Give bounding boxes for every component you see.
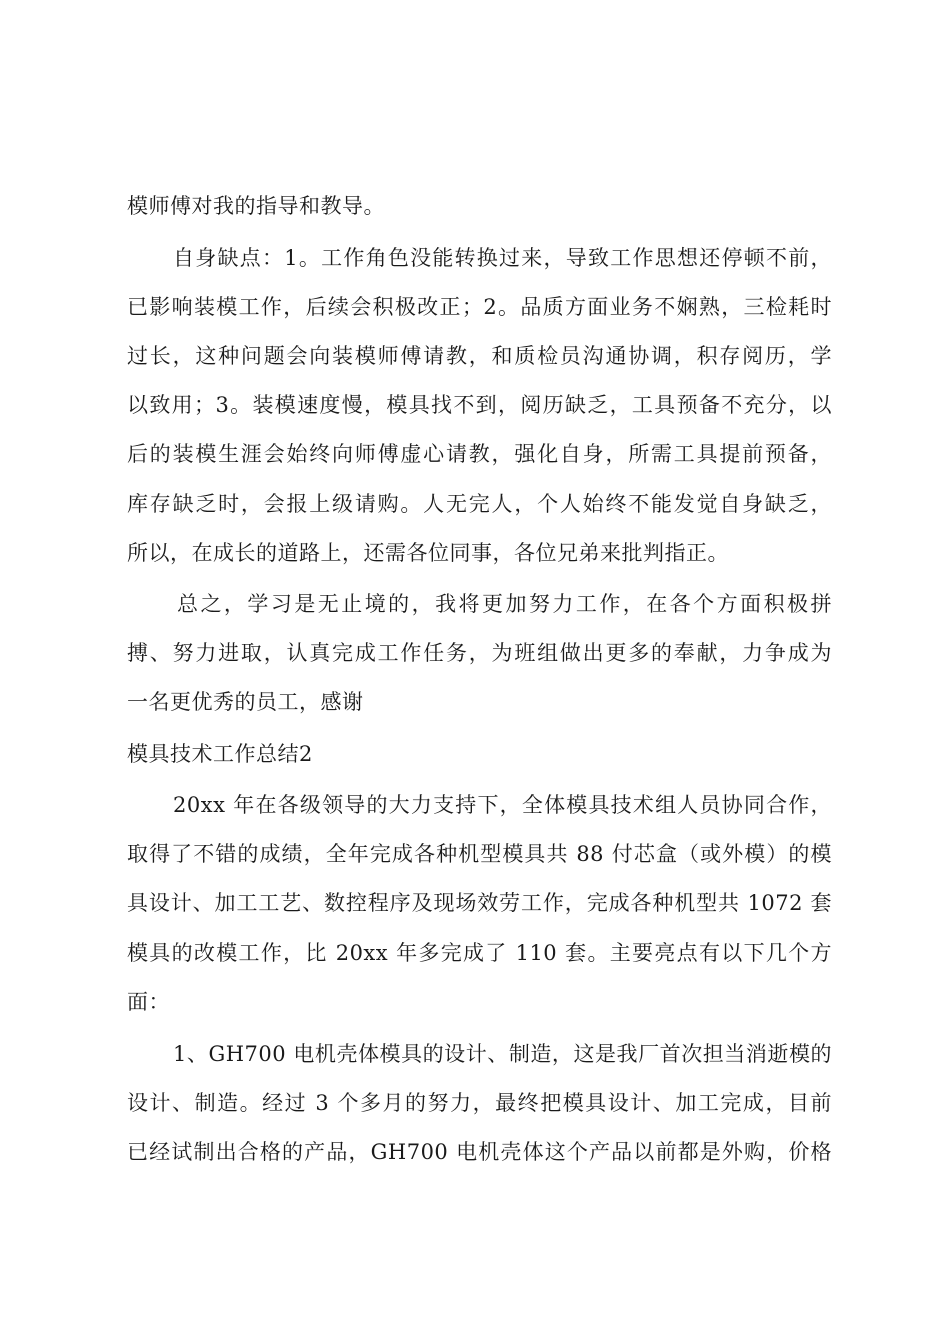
paragraph-line: 过长，这种问题会向装模师傅请教，和质检员沟通协调，积存阅历，学 [127,344,832,368]
paragraph-line: 模师傅对我的指导和教导。 [127,194,385,218]
paragraph-line: 设计、制造。经过 3 个多月的努力，最终把模具设计、加工完成，目前 [127,1091,832,1115]
paragraph-line: 自身缺点：1。工作角色没能转换过来，导致工作思想还停顿不前， [173,246,832,270]
paragraph-line: 已经试制出合格的产品，GH700 电机壳体这个产品以前都是外购，价格 [127,1140,832,1164]
paragraph-line: 具设计、加工工艺、数控程序及现场效劳工作，完成各种机型共 1072 套 [127,891,832,915]
paragraph-line: 总之，学习是无止境的，我将更加努力工作，在各个方面积极拼 [177,592,832,616]
paragraph-line: 库存缺乏时，会报上级请购。人无完人，个人始终不能发觉自身缺乏， [127,492,832,516]
paragraph-line: 1、GH700 电机壳体模具的设计、制造，这是我厂首次担当消逝模的 [173,1042,832,1066]
paragraph-line: 一名更优秀的员工，感谢 [127,690,364,714]
paragraph-line: 搏、努力进取，认真完成工作任务，为班组做出更多的奉献，力争成为 [127,641,832,665]
paragraph-line: 已影响装模工作，后续会积极改正；2。品质方面业务不娴熟，三检耗时 [127,295,832,319]
section-heading: 模具技术工作总结2 [127,742,313,766]
paragraph-line: 模具的改模工作，比 20xx 年多完成了 110 套。主要亮点有以下几个方 [127,941,832,965]
paragraph-line: 20xx 年在各级领导的大力支持下，全体模具技术组人员协同合作， [173,793,832,817]
paragraph-line: 取得了不错的成绩，全年完成各种机型模具共 88 付芯盒（或外模）的模 [127,842,832,866]
paragraph-line: 以致用；3。装模速度慢，模具找不到，阅历缺乏，工具预备不充分，以 [127,393,832,417]
paragraph-line: 所以，在成长的道路上，还需各位同事，各位兄弟来批判指正。 [127,541,729,565]
paragraph-line: 面： [127,990,170,1014]
paragraph-line: 后的装模生涯会始终向师傅虚心请教，强化自身，所需工具提前预备， [127,442,832,466]
